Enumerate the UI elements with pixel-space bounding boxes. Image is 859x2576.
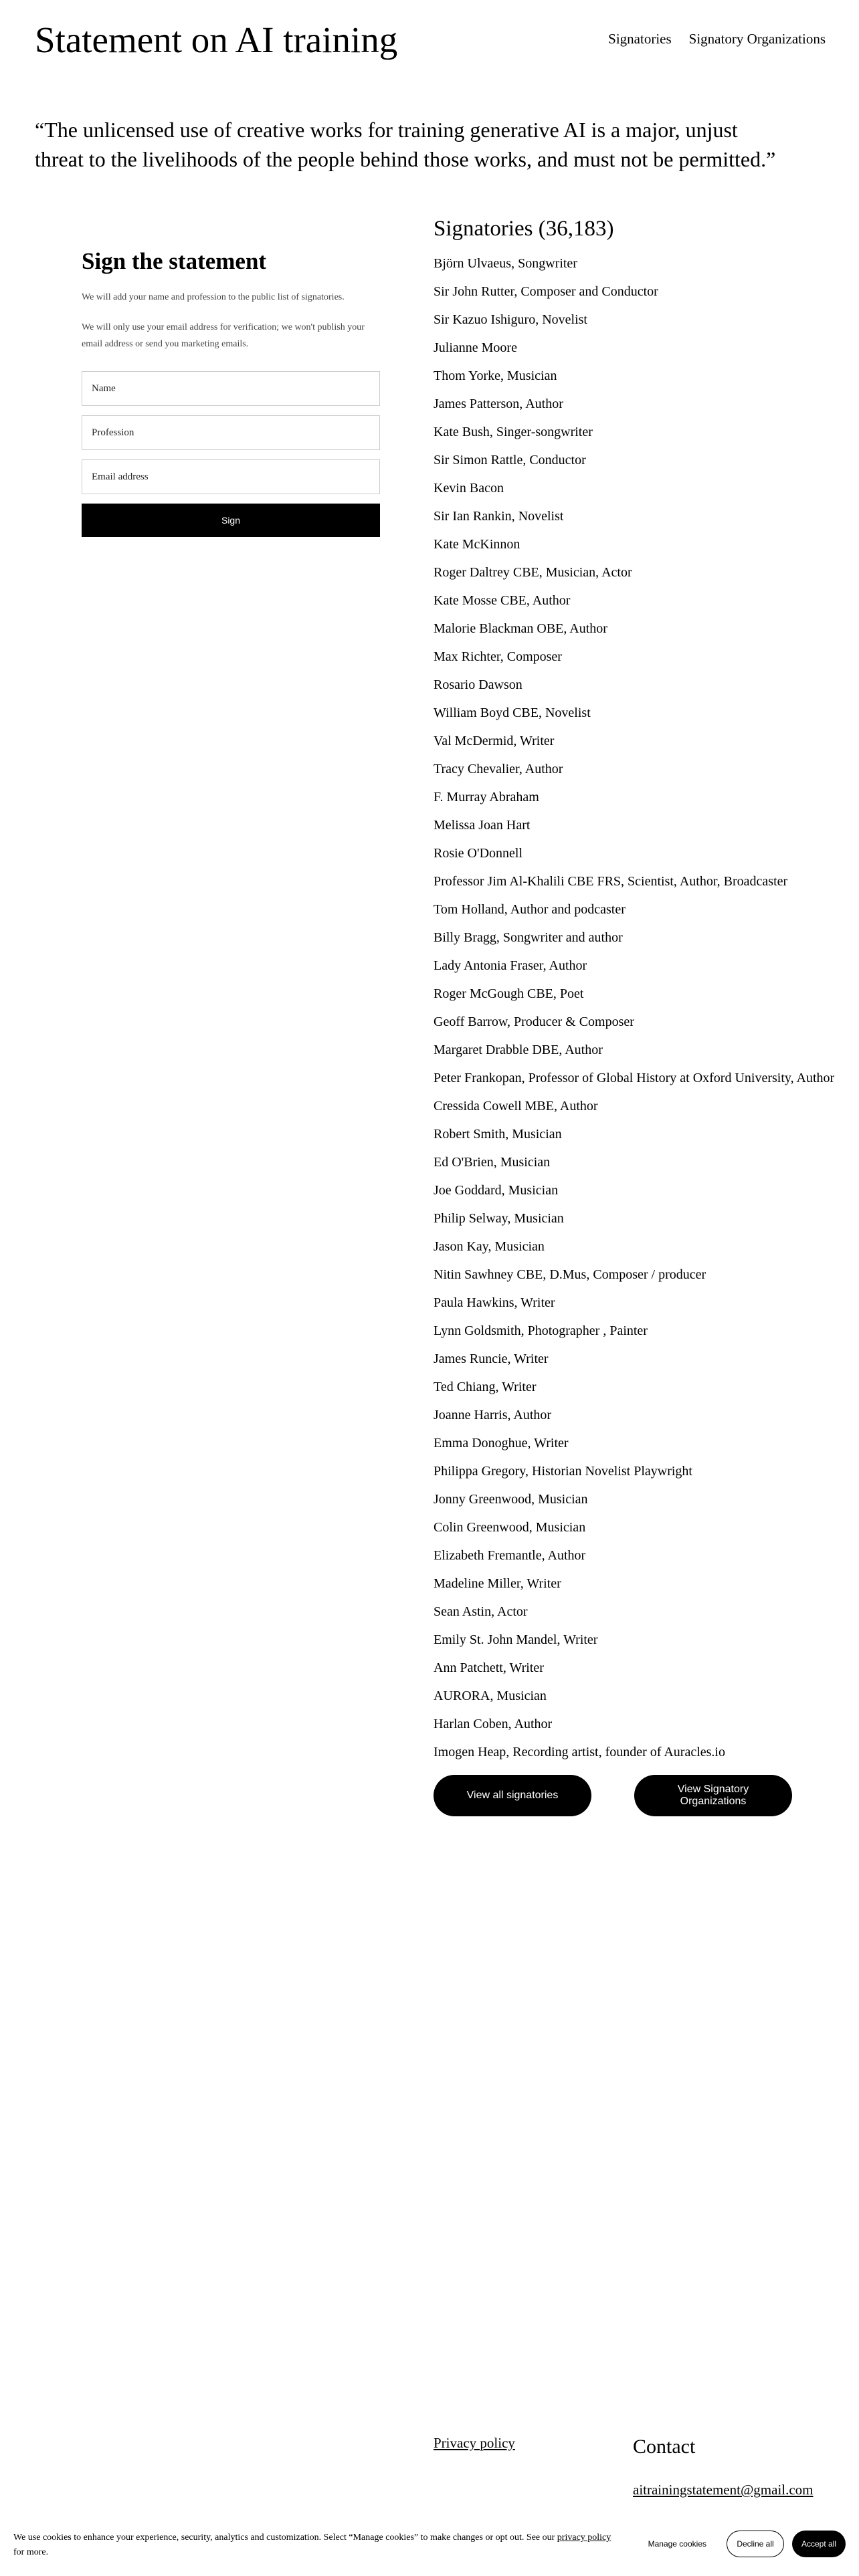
signatory-item: Harlan Coben, Author: [434, 1717, 553, 1731]
signatory-item: Malorie Blackman OBE, Author: [434, 621, 607, 636]
signatories-heading: Signatories (36,183): [434, 217, 614, 241]
cookie-text-after: for more.: [13, 2547, 49, 2557]
signatory-item: William Boyd CBE, Novelist: [434, 706, 591, 720]
signatory-item: Jonny Greenwood, Musician: [434, 1492, 588, 1507]
contact-heading: Contact: [633, 2436, 696, 2458]
cookie-text-before: We use cookies to enhance your experience, security, analytics and customization. Select “Manage cookies” to make changes or opt out. See our: [13, 2533, 557, 2543]
top-nav: [608, 31, 826, 47]
privacy-policy-link[interactable]: Privacy policy: [434, 2435, 515, 2451]
cookie-actions: [636, 2531, 846, 2557]
signatory-item: Thom Yorke, Musician: [434, 368, 557, 383]
signatory-item: Philip Selway, Musician: [434, 1211, 564, 1226]
signatory-item: Peter Frankopan, Professor of Global History at Oxford University, Author: [434, 1071, 835, 1085]
name-input[interactable]: [82, 371, 380, 406]
view-all-signatories-button[interactable]: View all signatories: [434, 1775, 591, 1816]
signatory-item: Sir Kazuo Ishiguro, Novelist: [434, 312, 587, 327]
contact-email-link[interactable]: aitrainingstatement@gmail.com: [633, 2482, 814, 2498]
signatory-item: Tracy Chevalier, Author: [434, 762, 563, 776]
nav-link-signatory-organizations[interactable]: Signatory Organizations: [688, 31, 826, 47]
signatory-item: Rosie O'Donnell: [434, 846, 523, 861]
signatory-item: Joanne Harris, Author: [434, 1408, 552, 1422]
signatory-item: Jason Kay, Musician: [434, 1239, 545, 1254]
signatory-item: Colin Greenwood, Musician: [434, 1520, 586, 1535]
signatory-item: Madeline Miller, Writer: [434, 1576, 561, 1591]
signatory-item: Cressida Cowell MBE, Author: [434, 1099, 598, 1113]
signatory-item: Robert Smith, Musician: [434, 1127, 562, 1142]
signatory-item: Sir John Rutter, Composer and Conductor: [434, 284, 658, 299]
signatory-item: Geoff Barrow, Producer & Composer: [434, 1014, 634, 1029]
manage-cookies-button[interactable]: Manage cookies: [636, 2531, 719, 2557]
signatory-item: Julianne Moore: [434, 340, 517, 355]
signatory-item: Ted Chiang, Writer: [434, 1380, 537, 1394]
signatory-item: Ed O'Brien, Musician: [434, 1155, 551, 1170]
contact-block: [633, 2435, 814, 2498]
signatory-item: Sean Astin, Actor: [434, 1604, 528, 1619]
signatory-item: Margaret Drabble DBE, Author: [434, 1043, 603, 1057]
signatory-item: Paula Hawkins, Writer: [434, 1295, 555, 1310]
signatory-item: Lynn Goldsmith, Photographer , Painter: [434, 1323, 648, 1338]
sign-form-heading: Sign the statement: [82, 248, 267, 274]
signatory-item: James Patterson, Author: [434, 397, 563, 411]
sign-form-intro: We will add your name and profession to the public list of signatories.: [82, 292, 345, 302]
signatory-item: Roger Daltrey CBE, Musician, Actor: [434, 565, 632, 580]
cookie-message: [13, 2531, 615, 2560]
signatories-section: [434, 215, 835, 1816]
sign-statement-form: [82, 247, 380, 537]
signatory-item: James Runcie, Writer: [434, 1352, 549, 1366]
signatory-item: Imogen Heap, Recording artist, founder of Auracles.io: [434, 1745, 725, 1759]
signatory-item: Roger McGough CBE, Poet: [434, 986, 584, 1001]
view-signatory-organizations-button[interactable]: View Signatory Organizations: [634, 1775, 792, 1816]
decline-all-button[interactable]: Decline all: [727, 2531, 784, 2557]
cookie-banner: [0, 2514, 859, 2576]
signatory-item: Val McDermid, Writer: [434, 734, 555, 748]
signatory-item: Emma Donoghue, Writer: [434, 1436, 569, 1451]
sign-button[interactable]: Sign: [82, 504, 380, 537]
signatory-item: Kate Bush, Singer-songwriter: [434, 425, 593, 439]
signatory-item: Ann Patchett, Writer: [434, 1660, 544, 1675]
signatory-item: Billy Bragg, Songwriter and author: [434, 930, 623, 945]
statement-quote: “The unlicensed use of creative works for training generative AI is a major, unjust threat to the livelihoods of the people behind those works, and must not be permitted.”: [35, 118, 776, 171]
nav-link-signatories[interactable]: Signatories: [608, 31, 672, 47]
signatory-item: AURORA, Musician: [434, 1689, 547, 1703]
signatory-item: Sir Ian Rankin, Novelist: [434, 509, 564, 524]
signatory-item: Sir Simon Rattle, Conductor: [434, 453, 586, 467]
signatory-item: Kate Mosse CBE, Author: [434, 593, 571, 608]
signatory-item: Kevin Bacon: [434, 481, 504, 496]
site-title[interactable]: Statement on AI training: [35, 19, 398, 60]
signatories-list: [434, 250, 835, 1767]
signatory-item: Björn Ulvaeus, Songwriter: [434, 256, 577, 271]
signatory-item: Joe Goddard, Musician: [434, 1183, 559, 1198]
cookie-privacy-link[interactable]: privacy policy: [557, 2533, 611, 2543]
signatory-item: Professor Jim Al-Khalili CBE FRS, Scientist, Author, Broadcaster: [434, 874, 788, 889]
signatory-item: Rosario Dawson: [434, 677, 522, 692]
signatories-actions: [434, 1775, 792, 1816]
signatory-item: Melissa Joan Hart: [434, 818, 531, 833]
signatory-item: Philippa Gregory, Historian Novelist Playwright: [434, 1464, 692, 1479]
signatory-item: Kate McKinnon: [434, 537, 520, 552]
signatory-item: F. Murray Abraham: [434, 790, 539, 804]
signatory-item: Lady Antonia Fraser, Author: [434, 958, 587, 973]
profession-input[interactable]: [82, 415, 380, 450]
signatory-item: Max Richter, Composer: [434, 649, 562, 664]
email-input[interactable]: [82, 459, 380, 494]
signatory-item: Nitin Sawhney CBE, D.Mus, Composer / producer: [434, 1267, 706, 1282]
accept-all-button[interactable]: Accept all: [792, 2531, 846, 2557]
sign-form-privacy-note: We will only use your email address for verification; we won't publish your email address or send you marketing emails.: [82, 322, 365, 349]
signatory-item: Elizabeth Fremantle, Author: [434, 1548, 586, 1563]
signatory-item: Tom Holland, Author and podcaster: [434, 902, 626, 917]
signatory-item: Emily St. John Mandel, Writer: [434, 1632, 598, 1647]
